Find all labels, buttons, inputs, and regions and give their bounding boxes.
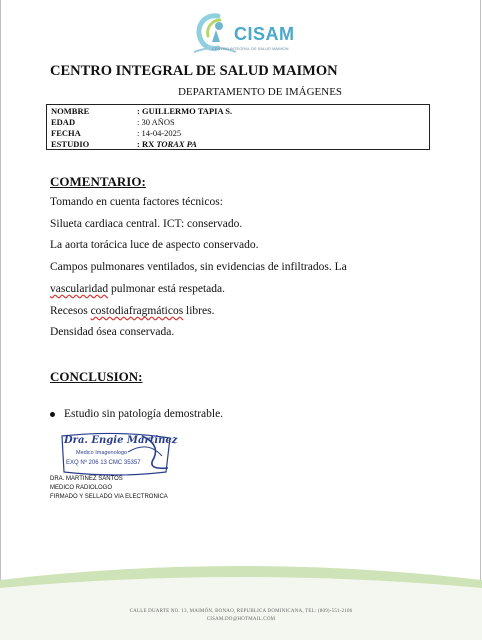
bullet-icon [50,412,55,417]
comment-line: Tomando en cuenta factores técnicos: [50,196,223,208]
study-value [137,139,197,149]
spellcheck-word: vascularidad [50,283,109,295]
comment-line-start: Recesos [50,305,91,317]
comment-line: La aorta torácica luce de aspecto conservado. [50,239,259,251]
spellcheck-word: costodiafragmáticos [90,305,184,317]
stamp-role: Medico Imagenologo [76,450,128,456]
comment-line: Silueta cardiaca central. ICT: conservado. [50,218,243,230]
footer-email: CISAM.DO@HOTMAIL.COM [206,617,276,622]
age-value: : 30 AÑOS [137,117,175,127]
date-label: FECHA [51,128,81,138]
signature-note: FIRMADO Y SELLADO VIA ELECTRONICA [50,494,168,500]
comment-heading: COMENTARIO: [50,174,146,189]
footer-wave [0,560,482,640]
comment-line: Campos pulmonares ventilados, sin evidencias de infiltrados. La [50,261,347,273]
date-value: : 14-04-2025 [137,128,182,138]
study-prefix: : RX [137,139,155,149]
comment-line: Densidad ósea conservada. [50,326,175,338]
footer-address: CALLE DUARTE NO. 13, MAIMÓN, BONAO, REPUBLICA DOMINICANA, TEL: (809)-551-2106 [129,609,353,614]
patient-info-box [46,104,430,150]
center-title: CENTRO INTEGRAL DE SALUD MAIMON [50,63,338,79]
signature-doctor: DRA. MARTINEZ SANTOS [50,476,123,482]
comment-line-rest: pulmonar está respetada. [108,283,225,295]
conclusion-text: Estudio sin patología demostrable. [64,408,224,420]
stamp-license: EXQ Nº 206 13 CMC 35357 [66,460,141,466]
logo-figure-icon [190,12,240,58]
logo-wordmark: CISAM [234,24,295,44]
stamp-doctor-name: Dra. Engie Martinez [64,435,178,446]
study-label: ESTUDIO [51,139,90,149]
cisam-logo [190,12,300,58]
comment-line [50,283,225,295]
signature-title: MEDICO RADIOLOGO [50,485,113,491]
conclusion-item [64,408,223,420]
comment-line-rest: libres. [183,305,215,317]
department-title: DEPARTAMENTO DE IMÁGENES [177,86,343,98]
logo-subtitle: CENTRO INTEGRAL DE SALUD MAIMON [212,46,289,51]
age-label: EDAD [51,117,76,127]
comment-line [50,305,214,317]
study-name: TORAX PA [156,139,197,149]
conclusion-heading: CONCLUSION: [50,369,143,384]
name-value: : GUILLERMO TAPIA S. [137,106,233,116]
doctor-stamp [58,432,176,476]
name-label: NOMBRE [51,106,90,116]
